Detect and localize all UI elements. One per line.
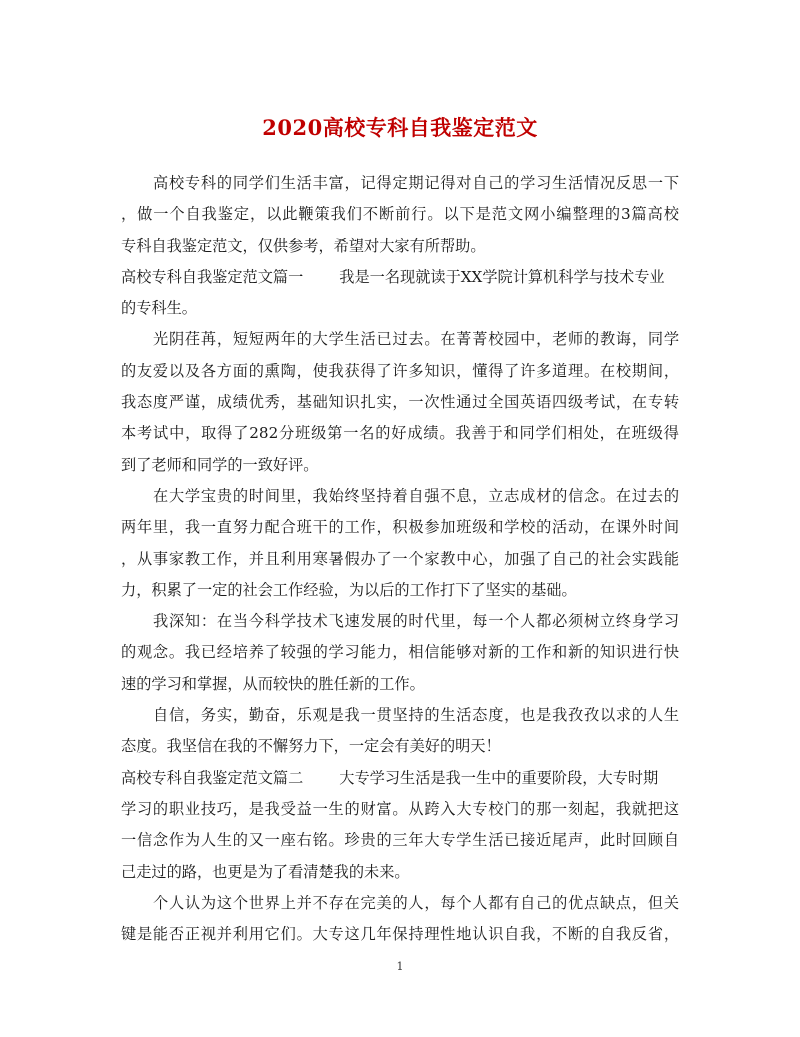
section-heading: 高校专科自我鉴定范文篇一 [121, 267, 304, 286]
text-line: 的观念。我已经培养了较强的学习能力，相信能够对新的工作和新的知识进行快 [121, 643, 679, 662]
text-line: 学习的职业技巧，是我受益一生的财富。从跨入大专校门的那一刻起，我就把这 [121, 799, 679, 818]
section-heading-line [121, 763, 679, 794]
page-number: 1 [396, 960, 404, 973]
section-heading: 高校专科自我鉴定范文篇二 [121, 768, 304, 787]
text-line: 本考试中，取得了282分班级第一名的好成绩。我善于和同学们相处，在班级得 [121, 424, 679, 443]
text-line: 一信念作为人生的又一座右铭。珍贵的三年大专学生活已接近尾声，此时回顾自 [121, 831, 679, 850]
text-line: 到了老师和同学的一致好评。 [121, 455, 319, 474]
text-line: 在大学宝贵的时间里，我始终坚持着自强不息，立志成材的信念。在过去的 [153, 486, 679, 505]
text-line: 速的学习和掌握，从而较快的胜任新的工作。 [121, 674, 425, 693]
text-line: 专科自我鉴定范文，仅供参考，希望对大家有所帮助。 [121, 236, 486, 255]
text-line: 的专科生。 [121, 299, 197, 318]
document-title: 2020高校专科自我鉴定范文 [262, 115, 538, 140]
text-line: 我态度严谨，成绩优秀，基础知识扎实，一次性通过全国英语四级考试，在专转 [121, 393, 679, 412]
text-line: 自信，务实，勤奋，乐观是我一贯坚持的生活态度，也是我孜孜以求的人生 [153, 706, 679, 725]
text-line: 力，积累了一定的社会工作经验，为以后的工作打下了坚实的基础。 [121, 580, 577, 599]
text-line: 我深知：在当今科学技术飞速发展的时代里，每一个人都必须树立终身学习 [153, 612, 679, 631]
text-line: 的友爱以及各方面的熏陶，使我获得了许多知识，懂得了许多道理。在校期间， [121, 361, 679, 380]
text-line: 高校专科的同学们生活丰富，记得定期记得对自己的学习生活情况反思一下 [153, 174, 679, 192]
text-line: 己走过的路，也更是为了看清楚我的未来。 [121, 862, 410, 881]
text-line: 个人认为这个世界上并不存在完美的人，每个人都有自己的优点缺点，但关 [153, 893, 679, 912]
text-line: ，从事家教工作，并且利用寒暑假办了一个家教中心，加强了自己的社会实践能 [121, 549, 679, 568]
text-line: 大专学习生活是我一生中的重要阶段，大专时期 [339, 768, 659, 787]
text-line: 键是能否正视并利用它们。大专这几年保持理性地认识自我，不断的自我反省， [121, 925, 679, 944]
text-line: ，做一个自我鉴定，以此鞭策我们不断前行。以下是范文网小编整理的3篇高校 [121, 205, 679, 224]
text-line: 我是一名现就读于XX学院计算机科学与技术专业 [339, 267, 665, 286]
text-line: 态度。我坚信在我的不懈努力下，一定会有美好的明天！ [121, 737, 501, 756]
document-body [121, 168, 679, 950]
text-line: 两年里，我一直努力配合班干的工作，积极参加班级和学校的活动，在课外时间 [121, 518, 679, 537]
section-heading-line [121, 262, 679, 293]
text-line: 光阴荏苒，短短两年的大学生活已过去。在菁菁校园中，老师的教诲，同学 [153, 330, 679, 349]
